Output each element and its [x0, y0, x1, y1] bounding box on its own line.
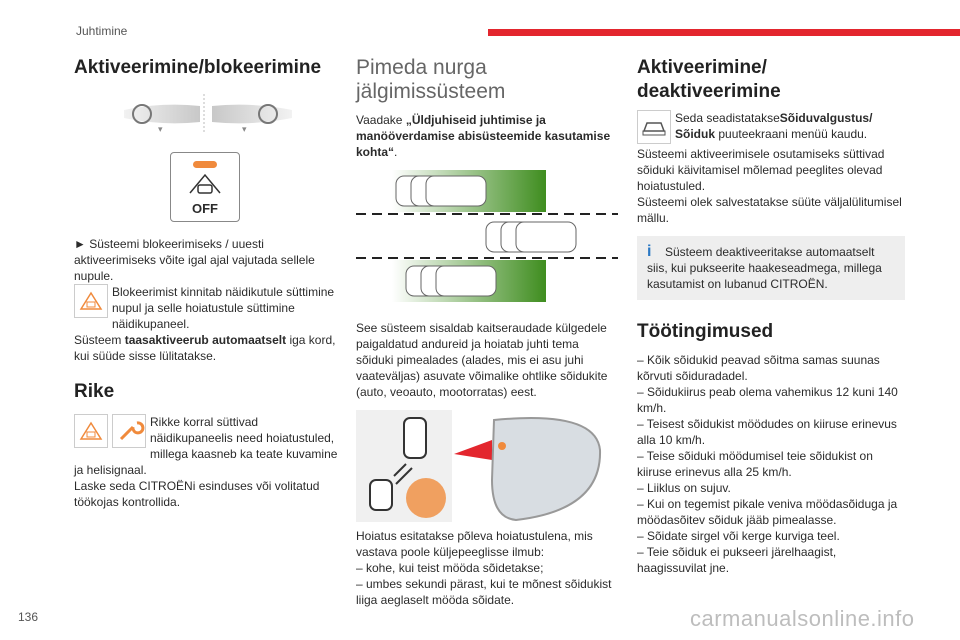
header-accent-bar: [488, 29, 960, 36]
list-item: – Sõidate sirgel või kerge kurviga teel.: [637, 529, 840, 543]
activation-instruction: ► Süsteemi blokeerimiseks / uuesti aktiveerimiseks võite igal ajal vajutada sellele nupule.: [74, 237, 315, 283]
operating-conditions-heading: Töötingimused: [637, 321, 774, 342]
fault-description: Rikke korral süttivad näidikupaneelis need hoiatustuled, millega kaasneb ka teate kuvamine ja helisignaal.: [74, 415, 338, 477]
blind-spot-warning-icon: [74, 284, 108, 318]
column-blind-spot: [356, 56, 618, 608]
warning-case-2: – umbes sekundi pärast, kui te mõnest sõidukist liiga aeglaselt mööda sõidate.: [356, 577, 612, 607]
list-item: – Liiklus on sujuv.: [637, 481, 731, 495]
reference-text: Vaadake „Üldjuhiseid juhtimise ja manööverdamise abisüsteemide kasutamise kohta“.: [356, 113, 611, 159]
section-title: Juhtimine: [76, 24, 128, 38]
car-icon: [404, 418, 426, 458]
mirror-warning-illustration: [356, 410, 606, 522]
own-vehicle: [486, 222, 576, 252]
activation-deactivation-heading: Aktiveerimine/ deaktiveerimine: [637, 57, 781, 102]
svg-text:▾: ▾: [158, 125, 163, 135]
blind-spot-warning-icon: [74, 414, 108, 448]
info-text: Süsteem deaktiveeritakse automaatselt siis, kui pukseerite haakeseadmega, millega kasutamist on lubanud CITROËN.: [647, 245, 882, 291]
fault-heading: Rike: [74, 381, 115, 402]
settings-text: Seda seadistatakseSõiduvalgustus/ Sõiduk puuteekraani menüü kaudu.: [675, 111, 873, 141]
blind-spot-off-button[interactable]: [170, 152, 240, 222]
conditions-list: [637, 352, 905, 576]
list-item: – Teisest sõidukist möödudes on kiiruse erinevus alla 10 km/h.: [637, 417, 897, 447]
reactivation-text: Süsteem taasaktiveerub automaatselt iga kord, kui süüde sisse lülitatakse.: [74, 333, 336, 363]
wrench-icon: [112, 414, 146, 448]
vehicle-bottom-lane: [406, 266, 496, 296]
memory-text: Süsteemi olek salvestatakse süüte väljalülitumisel mällu.: [637, 195, 902, 225]
list-item: – Kui on tegemist pikale veniva möödasõiduga ja möödasõitev sõiduk jääb pimealasse.: [637, 497, 898, 527]
blind-spot-heading: Pimeda nurga jälgimissüsteem: [356, 56, 506, 103]
system-description: See süsteem sisaldab kaitseraudade külgedele paigaldatud andureid ja hoiatab juhti tema sõiduki pimealades (alades, mis ei asu juhi vaateväljas) asuvate võimalike ohtlike sõidukite (auto, veoauto, mootorratas) eest.: [356, 321, 608, 399]
vehicle-top-lane: [396, 176, 486, 206]
warning-light: [406, 478, 446, 518]
svg-text:▾: ▾: [242, 125, 247, 135]
list-item: – Teise sõiduki möödumisel teie sõidukist on kiiruse erinevus alla 25 km/h.: [637, 449, 873, 479]
watermark: carmanualsonline.info: [690, 606, 915, 631]
blind-spot-road-illustration: [356, 170, 618, 306]
warning-text: Hoiatus esitatakse põleva hoiatustulena, mis vastava poole küljepeeglisse ilmub:: [356, 529, 593, 559]
car-warning-icon: [188, 173, 222, 199]
fault-advice: Laske seda CITROËNi esinduses või volitatud töökojas kontrollida.: [74, 479, 320, 509]
list-item: – Teie sõiduk ei pukseeri järelhaagist, haagissuvilat jne.: [637, 545, 837, 575]
info-icon: i: [647, 243, 652, 260]
info-box: [637, 236, 905, 300]
steering-wheel-illustration: [122, 92, 302, 136]
warning-case-1: – kohe, kui teist mööda sõidetakse;: [356, 561, 544, 575]
column-activation: [74, 56, 342, 510]
list-item: – Kõik sõidukid peavad sõitma samas suunas kõrvuti sõiduradadel.: [637, 353, 880, 383]
indicator-light: [193, 161, 217, 168]
list-item: – Sõidukiirus peab olema vahemikus 12 kuni 140 km/h.: [637, 385, 898, 415]
blocking-confirmation: Blokeerimist kinnitab näidikutule süttimine nupul ja selle hoiatustule süttimine näidikupaneel.: [112, 285, 335, 331]
page-number: 136: [18, 610, 39, 624]
off-label: OFF: [192, 201, 218, 216]
activation-indication: Süsteemi aktiveerimisele osutamiseks süttivad sõiduki käivitamisel mõlemad peeglites olevad hoiatustuled.: [637, 147, 885, 193]
column-activation-deactivation: [637, 56, 905, 576]
vehicle-menu-icon: [637, 110, 671, 144]
activation-heading: Aktiveerimine/blokeerimine: [74, 57, 322, 78]
